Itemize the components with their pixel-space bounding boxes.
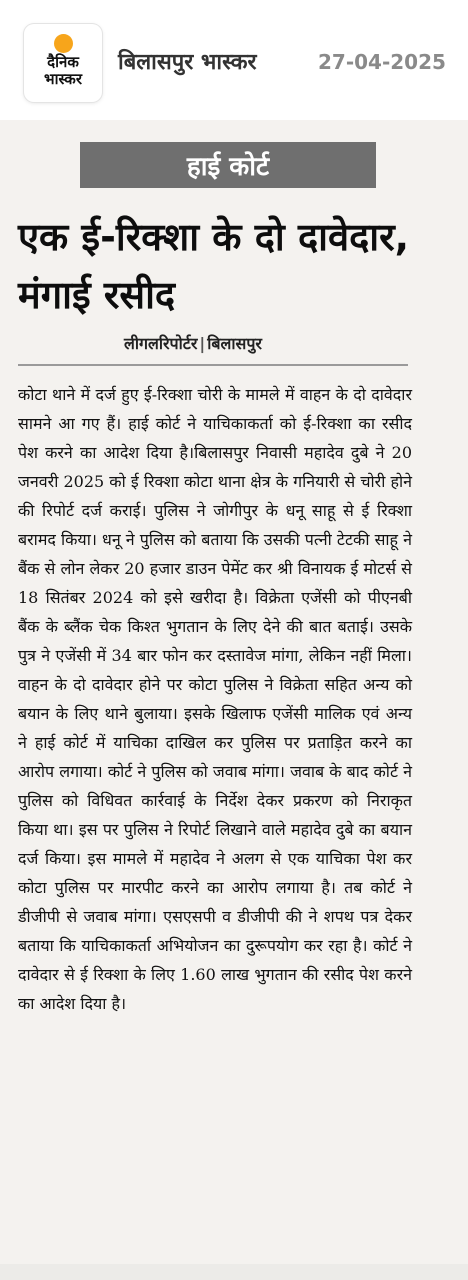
logo-text [24, 54, 102, 88]
article-body: कोटा थाने में दर्ज हुए ई-रिक्शा चोरी के मामले में वाहन के दो दावेदार सामने आ गए हैं। हाई कोर्ट ने याचिकाकर्ता को ई-रिक्शा का रसीद पेश करने का आदेश दिया है।बिलासपुर निवासी महादेव दुबे ने 20 जनवरी 2025 को ई रिक्शा कोटा थाना क्षेत्र के गनियारी से चोरी होने की रिपोर्ट दर्ज कराई। पुलिस ने जोगीपुर के धनू साहू से ई रिक्शा बरामद किया। धनू ने पुलिस को बताया कि उसकी पत्नी टेटकी साहू ने बैंक से लोन लेकर 20 हजार डाउन पेमेंट कर श्री विनायक ई मोटर्स से 18 सितंबर 2024 को इसे खरीदा है। विक्रेता एजेंसी को पीएनबी बैंक के ब्लैंक चेक किश्त भुगतान के लिए देने की बात बताई। उसके पुत्र ने एजेंसी में 34 बार फोन कर दस्तावेज मांगा, लेकिन नहीं मिला। वाहन के दो दावेदार होने पर कोटा पुलिस ने विक्रेता सहित अन्य को बयान के लिए थाने बुलाया। इसके खिलाफ एजेंसी मालिक एवं अन्य ने हाई कोर्ट में याचिका दाखिल कर पुलिस पर प्रताड़ित करने का आरोप लगाया। कोर्ट ने पुलिस को जवाब मांगा। जवाब के बाद कोर्ट ने पुलिस को विधिवत कार्रवाई के निर्देश देकर प्रकरण को निराकृत किया था। इस पर पुलिस ने रिपोर्ट लिखाने वाले महादेव दुबे का बयान दर्ज किया। इस मामले में महादेव ने अलग से एक याचिका पेश कर कोटा पुलिस पर मारपीट करने का आरोप लगाया है। तब कोर्ट ने डीजीपी से जवाब मांगा। एसएसपी व डीजीपी की ने शपथ पत्र देकर बताया कि याचिकाकर्ता अभियोजन का दुरूपयोग कर रहा है। कोर्ट ने दावेदार से ई रिक्शा के लिए 1.60 लाख भुगतान की रसीद पेश करने का आदेश दिया है। [18, 385, 412, 1013]
article-headline: एक ई-रिक्शा के दो दावेदार, मंगाई रसीद [18, 215, 410, 317]
clipping-edge [0, 1264, 468, 1280]
byline-separator: | [199, 334, 206, 353]
app-header [0, 0, 468, 118]
byline-author: लीगलरिपोर्टर [124, 334, 198, 353]
edition-name: बिलासपुर भास्कर [118, 50, 257, 75]
divider [18, 364, 408, 366]
logo-text-line1: दैनिक [47, 53, 79, 71]
byline-place: बिलासपुर [207, 334, 262, 353]
byline [124, 332, 262, 354]
edition-date: 27-04-2025 [318, 50, 446, 74]
dainik-bhaskar-logo[interactable] [24, 24, 102, 102]
sun-icon [54, 34, 73, 53]
logo-text-line2: भास्कर [44, 70, 82, 88]
category-label: हाई कोर्ट [80, 142, 376, 188]
